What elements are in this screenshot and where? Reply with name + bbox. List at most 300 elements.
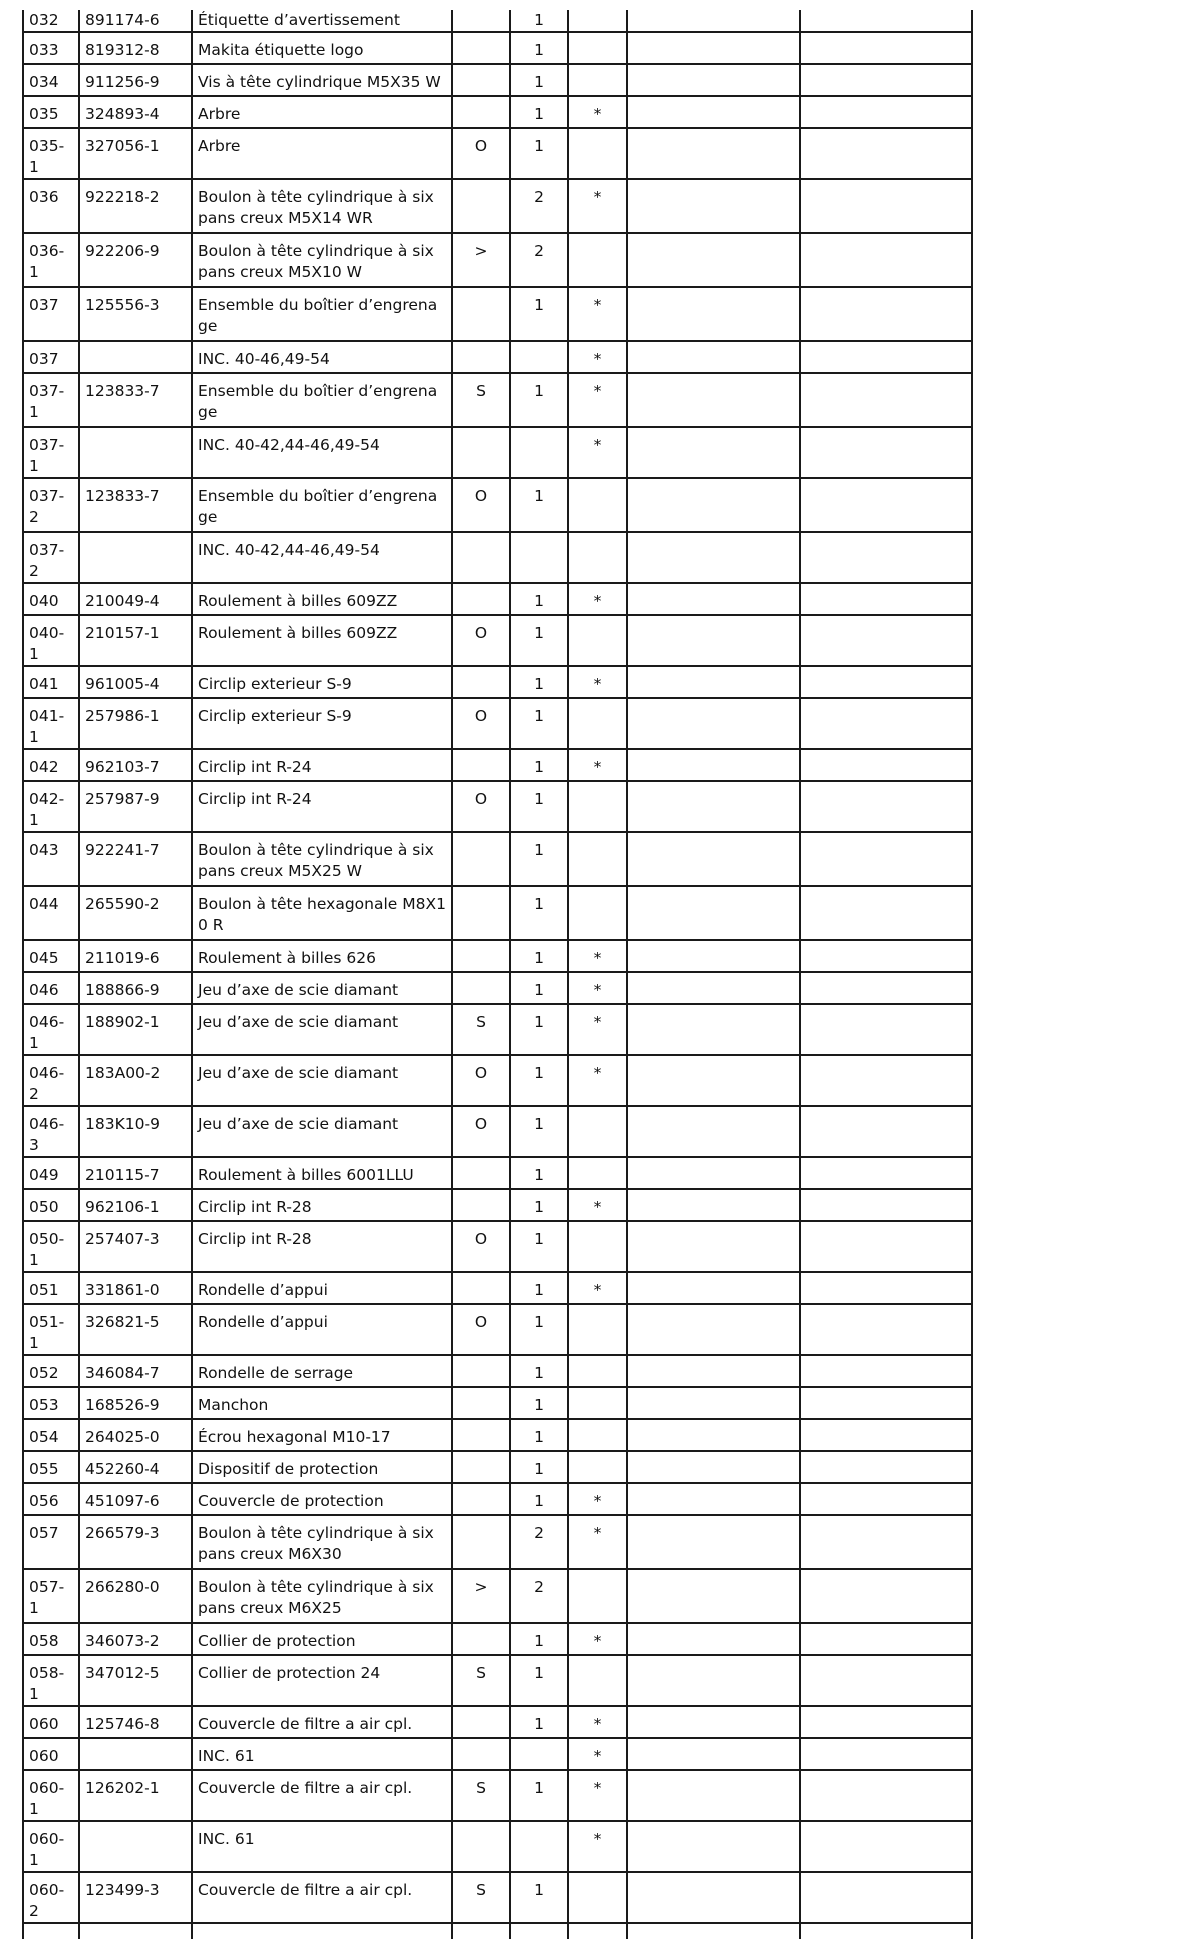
parts-rows (23, 10, 972, 1939)
empty-cell (627, 64, 800, 96)
mark-cell (568, 128, 627, 179)
empty-cell (800, 287, 972, 341)
quantity-cell: 1 (510, 1623, 568, 1655)
part-number-cell: 266579-3 (79, 1515, 192, 1569)
part-number-cell: 210157-1 (79, 615, 192, 666)
parts-list-table (22, 10, 973, 1939)
mark-cell: * (568, 1706, 627, 1738)
description-cell: Boulon à tête cylindrique à six pans creux M6X25 (192, 1569, 452, 1623)
part-number-cell: 326821-5 (79, 1304, 192, 1355)
part-number-cell: 183K10-9 (79, 1106, 192, 1157)
quantity-cell: 1 (510, 96, 568, 128)
part-number-cell: 922241-7 (79, 832, 192, 886)
part-number-cell: 347012-5 (79, 1655, 192, 1706)
item-number-cell: 040-1 (23, 615, 79, 666)
quantity-cell: 2 (510, 233, 568, 287)
mark-cell: * (568, 96, 627, 128)
item-number-cell: 044 (23, 886, 79, 940)
table-row (23, 64, 972, 96)
flag-cell (452, 749, 510, 781)
part-number-cell (79, 1821, 192, 1872)
empty-cell (627, 781, 800, 832)
empty-cell (627, 1483, 800, 1515)
empty-cell (800, 1655, 972, 1706)
description-cell: Circlip int R-24 (192, 781, 452, 832)
flag-cell (452, 1515, 510, 1569)
item-number-cell: 040 (23, 583, 79, 615)
flag-cell (452, 1821, 510, 1872)
part-number-cell: 257407-3 (79, 1221, 192, 1272)
empty-cell (627, 972, 800, 1004)
mark-cell (568, 1451, 627, 1483)
empty-cell (800, 1355, 972, 1387)
empty-cell (510, 1923, 568, 1939)
description-cell: Roulement à billes 609ZZ (192, 615, 452, 666)
empty-cell (627, 1706, 800, 1738)
flag-cell (452, 427, 510, 478)
quantity-cell: 1 (510, 1189, 568, 1221)
empty-cell (627, 532, 800, 583)
empty-cell (627, 1272, 800, 1304)
mark-cell (568, 1419, 627, 1451)
empty-cell (800, 233, 972, 287)
part-number-cell (79, 532, 192, 583)
description-cell: Écrou hexagonal M10-17 (192, 1419, 452, 1451)
empty-cell (452, 1923, 510, 1939)
part-number-cell: 210115-7 (79, 1157, 192, 1189)
empty-cell (627, 1387, 800, 1419)
description-cell: Arbre (192, 96, 452, 128)
part-number-cell: 210049-4 (79, 583, 192, 615)
table-row (23, 233, 972, 287)
mark-cell (568, 1872, 627, 1923)
part-number-cell: 265590-2 (79, 886, 192, 940)
flag-cell (452, 1272, 510, 1304)
table-row (23, 532, 972, 583)
item-number-cell: 042-1 (23, 781, 79, 832)
mark-cell (568, 478, 627, 532)
item-number-cell: 041 (23, 666, 79, 698)
item-number-cell: 060-1 (23, 1770, 79, 1821)
quantity-cell: 1 (510, 698, 568, 749)
flag-cell (452, 1451, 510, 1483)
table-row (23, 341, 972, 373)
empty-cell (627, 341, 800, 373)
table-row (23, 427, 972, 478)
table-row (23, 972, 972, 1004)
empty-cell (800, 781, 972, 832)
item-number-cell: 042 (23, 749, 79, 781)
empty-cell (800, 532, 972, 583)
description-cell: INC. 61 (192, 1738, 452, 1770)
mark-cell: * (568, 749, 627, 781)
quantity-cell: 1 (510, 1419, 568, 1451)
flag-cell: S (452, 373, 510, 427)
item-number-cell: 057 (23, 1515, 79, 1569)
flag-cell: S (452, 1770, 510, 1821)
empty-cell (800, 1569, 972, 1623)
mark-cell: * (568, 583, 627, 615)
part-number-cell: 452260-4 (79, 1451, 192, 1483)
part-number-cell: 961005-4 (79, 666, 192, 698)
item-number-cell: 049 (23, 1157, 79, 1189)
empty-cell (627, 583, 800, 615)
part-number-cell: 331861-0 (79, 1272, 192, 1304)
table-row (23, 128, 972, 179)
mark-cell (568, 698, 627, 749)
empty-cell (800, 1821, 972, 1872)
part-number-cell: 188866-9 (79, 972, 192, 1004)
empty-cell (627, 478, 800, 532)
description-cell: Makita étiquette logo (192, 32, 452, 64)
description-cell: Jeu d’axe de scie diamant (192, 1106, 452, 1157)
description-cell: Manchon (192, 1387, 452, 1419)
part-number-cell: 123833-7 (79, 478, 192, 532)
item-number-cell: 037 (23, 341, 79, 373)
description-cell: Jeu d’axe de scie diamant (192, 1055, 452, 1106)
table-row (23, 478, 972, 532)
description-cell: Jeu d’axe de scie diamant (192, 1004, 452, 1055)
empty-cell (627, 1004, 800, 1055)
part-number-cell: 451097-6 (79, 1483, 192, 1515)
item-number-cell: 046-3 (23, 1106, 79, 1157)
quantity-cell: 1 (510, 749, 568, 781)
part-number-cell: 123833-7 (79, 373, 192, 427)
item-number-cell: 050 (23, 1189, 79, 1221)
table-row (23, 1923, 972, 1939)
item-number-cell: 060-2 (23, 1872, 79, 1923)
table-row (23, 1221, 972, 1272)
mark-cell (568, 615, 627, 666)
mark-cell: * (568, 940, 627, 972)
flag-cell (452, 1706, 510, 1738)
quantity-cell: 1 (510, 64, 568, 96)
description-cell: Roulement à billes 626 (192, 940, 452, 972)
flag-cell (452, 179, 510, 233)
empty-cell (627, 615, 800, 666)
empty-cell (800, 1623, 972, 1655)
empty-cell (627, 1623, 800, 1655)
flag-cell: > (452, 233, 510, 287)
table-row (23, 1189, 972, 1221)
empty-cell (192, 1923, 452, 1939)
flag-cell (452, 1623, 510, 1655)
empty-cell (800, 427, 972, 478)
description-cell: Jeu d’axe de scie diamant (192, 972, 452, 1004)
quantity-cell: 1 (510, 287, 568, 341)
part-number-cell: 125746-8 (79, 1706, 192, 1738)
empty-cell (627, 886, 800, 940)
empty-cell (800, 615, 972, 666)
empty-cell (800, 749, 972, 781)
part-number-cell: 962106-1 (79, 1189, 192, 1221)
part-number-cell (79, 427, 192, 478)
description-cell: Ensemble du boîtier d’engrenage (192, 373, 452, 427)
empty-cell (800, 478, 972, 532)
empty-cell (627, 96, 800, 128)
quantity-cell: 1 (510, 1355, 568, 1387)
flag-cell (452, 64, 510, 96)
empty-cell (800, 179, 972, 233)
empty-cell (800, 10, 972, 32)
item-number-cell: 052 (23, 1355, 79, 1387)
part-number-cell: 257987-9 (79, 781, 192, 832)
quantity-cell: 1 (510, 886, 568, 940)
table-row (23, 1872, 972, 1923)
part-number-cell: 257986-1 (79, 698, 192, 749)
empty-cell (627, 1451, 800, 1483)
mark-cell (568, 832, 627, 886)
part-number-cell: 125556-3 (79, 287, 192, 341)
item-number-cell: 032 (23, 10, 79, 32)
empty-cell (800, 1872, 972, 1923)
mark-cell: * (568, 1004, 627, 1055)
mark-cell: * (568, 1515, 627, 1569)
flag-cell: O (452, 698, 510, 749)
description-cell: Vis à tête cylindrique M5X35 W (192, 64, 452, 96)
quantity-cell: 1 (510, 478, 568, 532)
quantity-cell: 1 (510, 972, 568, 1004)
empty-cell (800, 1272, 972, 1304)
empty-cell (627, 1304, 800, 1355)
mark-cell (568, 1569, 627, 1623)
flag-cell: O (452, 478, 510, 532)
table-row (23, 1419, 972, 1451)
flag-cell: O (452, 128, 510, 179)
empty-cell (627, 1770, 800, 1821)
empty-cell (627, 698, 800, 749)
description-cell: Circlip int R-28 (192, 1221, 452, 1272)
flag-cell (452, 886, 510, 940)
mark-cell (568, 233, 627, 287)
quantity-cell: 1 (510, 832, 568, 886)
empty-cell (627, 427, 800, 478)
mark-cell: * (568, 1272, 627, 1304)
part-number-cell: 183A00-2 (79, 1055, 192, 1106)
description-cell: Couvercle de filtre a air cpl. (192, 1706, 452, 1738)
mark-cell: * (568, 1821, 627, 1872)
flag-cell (452, 341, 510, 373)
table-row (23, 1821, 972, 1872)
flag-cell (452, 96, 510, 128)
flag-cell (452, 666, 510, 698)
table-row (23, 1451, 972, 1483)
empty-cell (627, 749, 800, 781)
table-row (23, 1706, 972, 1738)
empty-cell (800, 1515, 972, 1569)
mark-cell: * (568, 1623, 627, 1655)
quantity-cell: 2 (510, 1569, 568, 1623)
item-number-cell: 037 (23, 287, 79, 341)
table-row (23, 1304, 972, 1355)
part-number-cell: 324893-4 (79, 96, 192, 128)
quantity-cell: 1 (510, 781, 568, 832)
flag-cell (452, 972, 510, 1004)
part-number-cell (79, 1738, 192, 1770)
part-number-cell: 266280-0 (79, 1569, 192, 1623)
flag-cell: O (452, 1221, 510, 1272)
item-number-cell: 037-2 (23, 478, 79, 532)
item-number-cell: 041-1 (23, 698, 79, 749)
description-cell: Circlip int R-24 (192, 749, 452, 781)
item-number-cell: 060-1 (23, 1821, 79, 1872)
empty-cell (627, 1419, 800, 1451)
item-number-cell: 037-1 (23, 373, 79, 427)
mark-cell (568, 1157, 627, 1189)
item-number-cell: 036 (23, 179, 79, 233)
item-number-cell: 034 (23, 64, 79, 96)
table-row (23, 10, 972, 32)
part-number-cell (79, 341, 192, 373)
flag-cell (452, 1387, 510, 1419)
flag-cell: S (452, 1004, 510, 1055)
description-cell: Boulon à tête cylindrique à six pans creux M5X14 WR (192, 179, 452, 233)
empty-cell (79, 1923, 192, 1939)
mark-cell (568, 532, 627, 583)
empty-cell (800, 1387, 972, 1419)
flag-cell: S (452, 1872, 510, 1923)
mark-cell: * (568, 179, 627, 233)
empty-cell (800, 1106, 972, 1157)
empty-cell (627, 1055, 800, 1106)
item-number-cell: 046 (23, 972, 79, 1004)
empty-cell (627, 1189, 800, 1221)
mark-cell: * (568, 373, 627, 427)
mark-cell (568, 1106, 627, 1157)
table-row (23, 1569, 972, 1623)
quantity-cell: 1 (510, 666, 568, 698)
empty-cell (800, 64, 972, 96)
flag-cell (452, 832, 510, 886)
empty-cell (800, 1738, 972, 1770)
flag-cell: O (452, 1055, 510, 1106)
quantity-cell: 1 (510, 10, 568, 32)
empty-cell (627, 1106, 800, 1157)
table-row (23, 698, 972, 749)
item-number-cell: 036-1 (23, 233, 79, 287)
empty-cell (23, 1923, 79, 1939)
empty-cell (627, 1821, 800, 1872)
item-number-cell: 035-1 (23, 128, 79, 179)
empty-cell (800, 1221, 972, 1272)
empty-cell (800, 1706, 972, 1738)
quantity-cell: 1 (510, 583, 568, 615)
empty-cell (800, 1419, 972, 1451)
table-row (23, 1387, 972, 1419)
empty-cell (800, 1055, 972, 1106)
description-cell: Ensemble du boîtier d’engrenage (192, 287, 452, 341)
part-number-cell: 211019-6 (79, 940, 192, 972)
mark-cell (568, 64, 627, 96)
item-number-cell: 057-1 (23, 1569, 79, 1623)
flag-cell: S (452, 1655, 510, 1706)
empty-cell (627, 1157, 800, 1189)
empty-cell (627, 1221, 800, 1272)
description-cell: Collier de protection 24 (192, 1655, 452, 1706)
table-row (23, 179, 972, 233)
flag-cell: O (452, 615, 510, 666)
mark-cell: * (568, 1483, 627, 1515)
part-number-cell: 922206-9 (79, 233, 192, 287)
flag-cell (452, 287, 510, 341)
part-number-cell: 126202-1 (79, 1770, 192, 1821)
empty-cell (800, 373, 972, 427)
quantity-cell: 1 (510, 1872, 568, 1923)
quantity-cell: 1 (510, 1304, 568, 1355)
description-cell: Rondelle d’appui (192, 1272, 452, 1304)
quantity-cell (510, 532, 568, 583)
item-number-cell: 054 (23, 1419, 79, 1451)
table-row (23, 1157, 972, 1189)
description-cell: Rondelle de serrage (192, 1355, 452, 1387)
table-row (23, 1055, 972, 1106)
mark-cell (568, 1655, 627, 1706)
empty-cell (800, 1004, 972, 1055)
empty-cell (627, 179, 800, 233)
description-cell: Boulon à tête cylindrique à six pans creux M5X10 W (192, 233, 452, 287)
empty-cell (627, 940, 800, 972)
table-row (23, 940, 972, 972)
flag-cell: O (452, 1106, 510, 1157)
empty-cell (800, 1923, 972, 1939)
table-row (23, 1106, 972, 1157)
item-number-cell: 058 (23, 1623, 79, 1655)
empty-cell (800, 940, 972, 972)
quantity-cell: 2 (510, 179, 568, 233)
part-number-cell: 962103-7 (79, 749, 192, 781)
description-cell: Dispositif de protection (192, 1451, 452, 1483)
empty-cell (627, 1872, 800, 1923)
mark-cell (568, 1387, 627, 1419)
empty-cell (627, 10, 800, 32)
table-row (23, 749, 972, 781)
flag-cell (452, 1189, 510, 1221)
table-row (23, 781, 972, 832)
description-cell: Couvercle de filtre a air cpl. (192, 1770, 452, 1821)
table-row (23, 287, 972, 341)
item-number-cell: 033 (23, 32, 79, 64)
table-row (23, 32, 972, 64)
part-number-cell: 327056-1 (79, 128, 192, 179)
description-cell: Collier de protection (192, 1623, 452, 1655)
part-number-cell: 346084-7 (79, 1355, 192, 1387)
item-number-cell: 051-1 (23, 1304, 79, 1355)
empty-cell (800, 1189, 972, 1221)
flag-cell (452, 32, 510, 64)
empty-cell (627, 233, 800, 287)
table-row (23, 832, 972, 886)
empty-cell (627, 1923, 800, 1939)
quantity-cell: 1 (510, 1272, 568, 1304)
table-row (23, 373, 972, 427)
quantity-cell: 1 (510, 1387, 568, 1419)
item-number-cell: 037-2 (23, 532, 79, 583)
empty-cell (800, 583, 972, 615)
empty-cell (627, 32, 800, 64)
empty-cell (627, 1738, 800, 1770)
empty-cell (627, 373, 800, 427)
quantity-cell: 1 (510, 32, 568, 64)
table-row (23, 1738, 972, 1770)
flag-cell (452, 583, 510, 615)
mark-cell (568, 781, 627, 832)
quantity-cell: 1 (510, 1106, 568, 1157)
mark-cell: * (568, 666, 627, 698)
quantity-cell (510, 427, 568, 478)
table-row (23, 1623, 972, 1655)
part-number-cell: 123499-3 (79, 1872, 192, 1923)
item-number-cell: 051 (23, 1272, 79, 1304)
